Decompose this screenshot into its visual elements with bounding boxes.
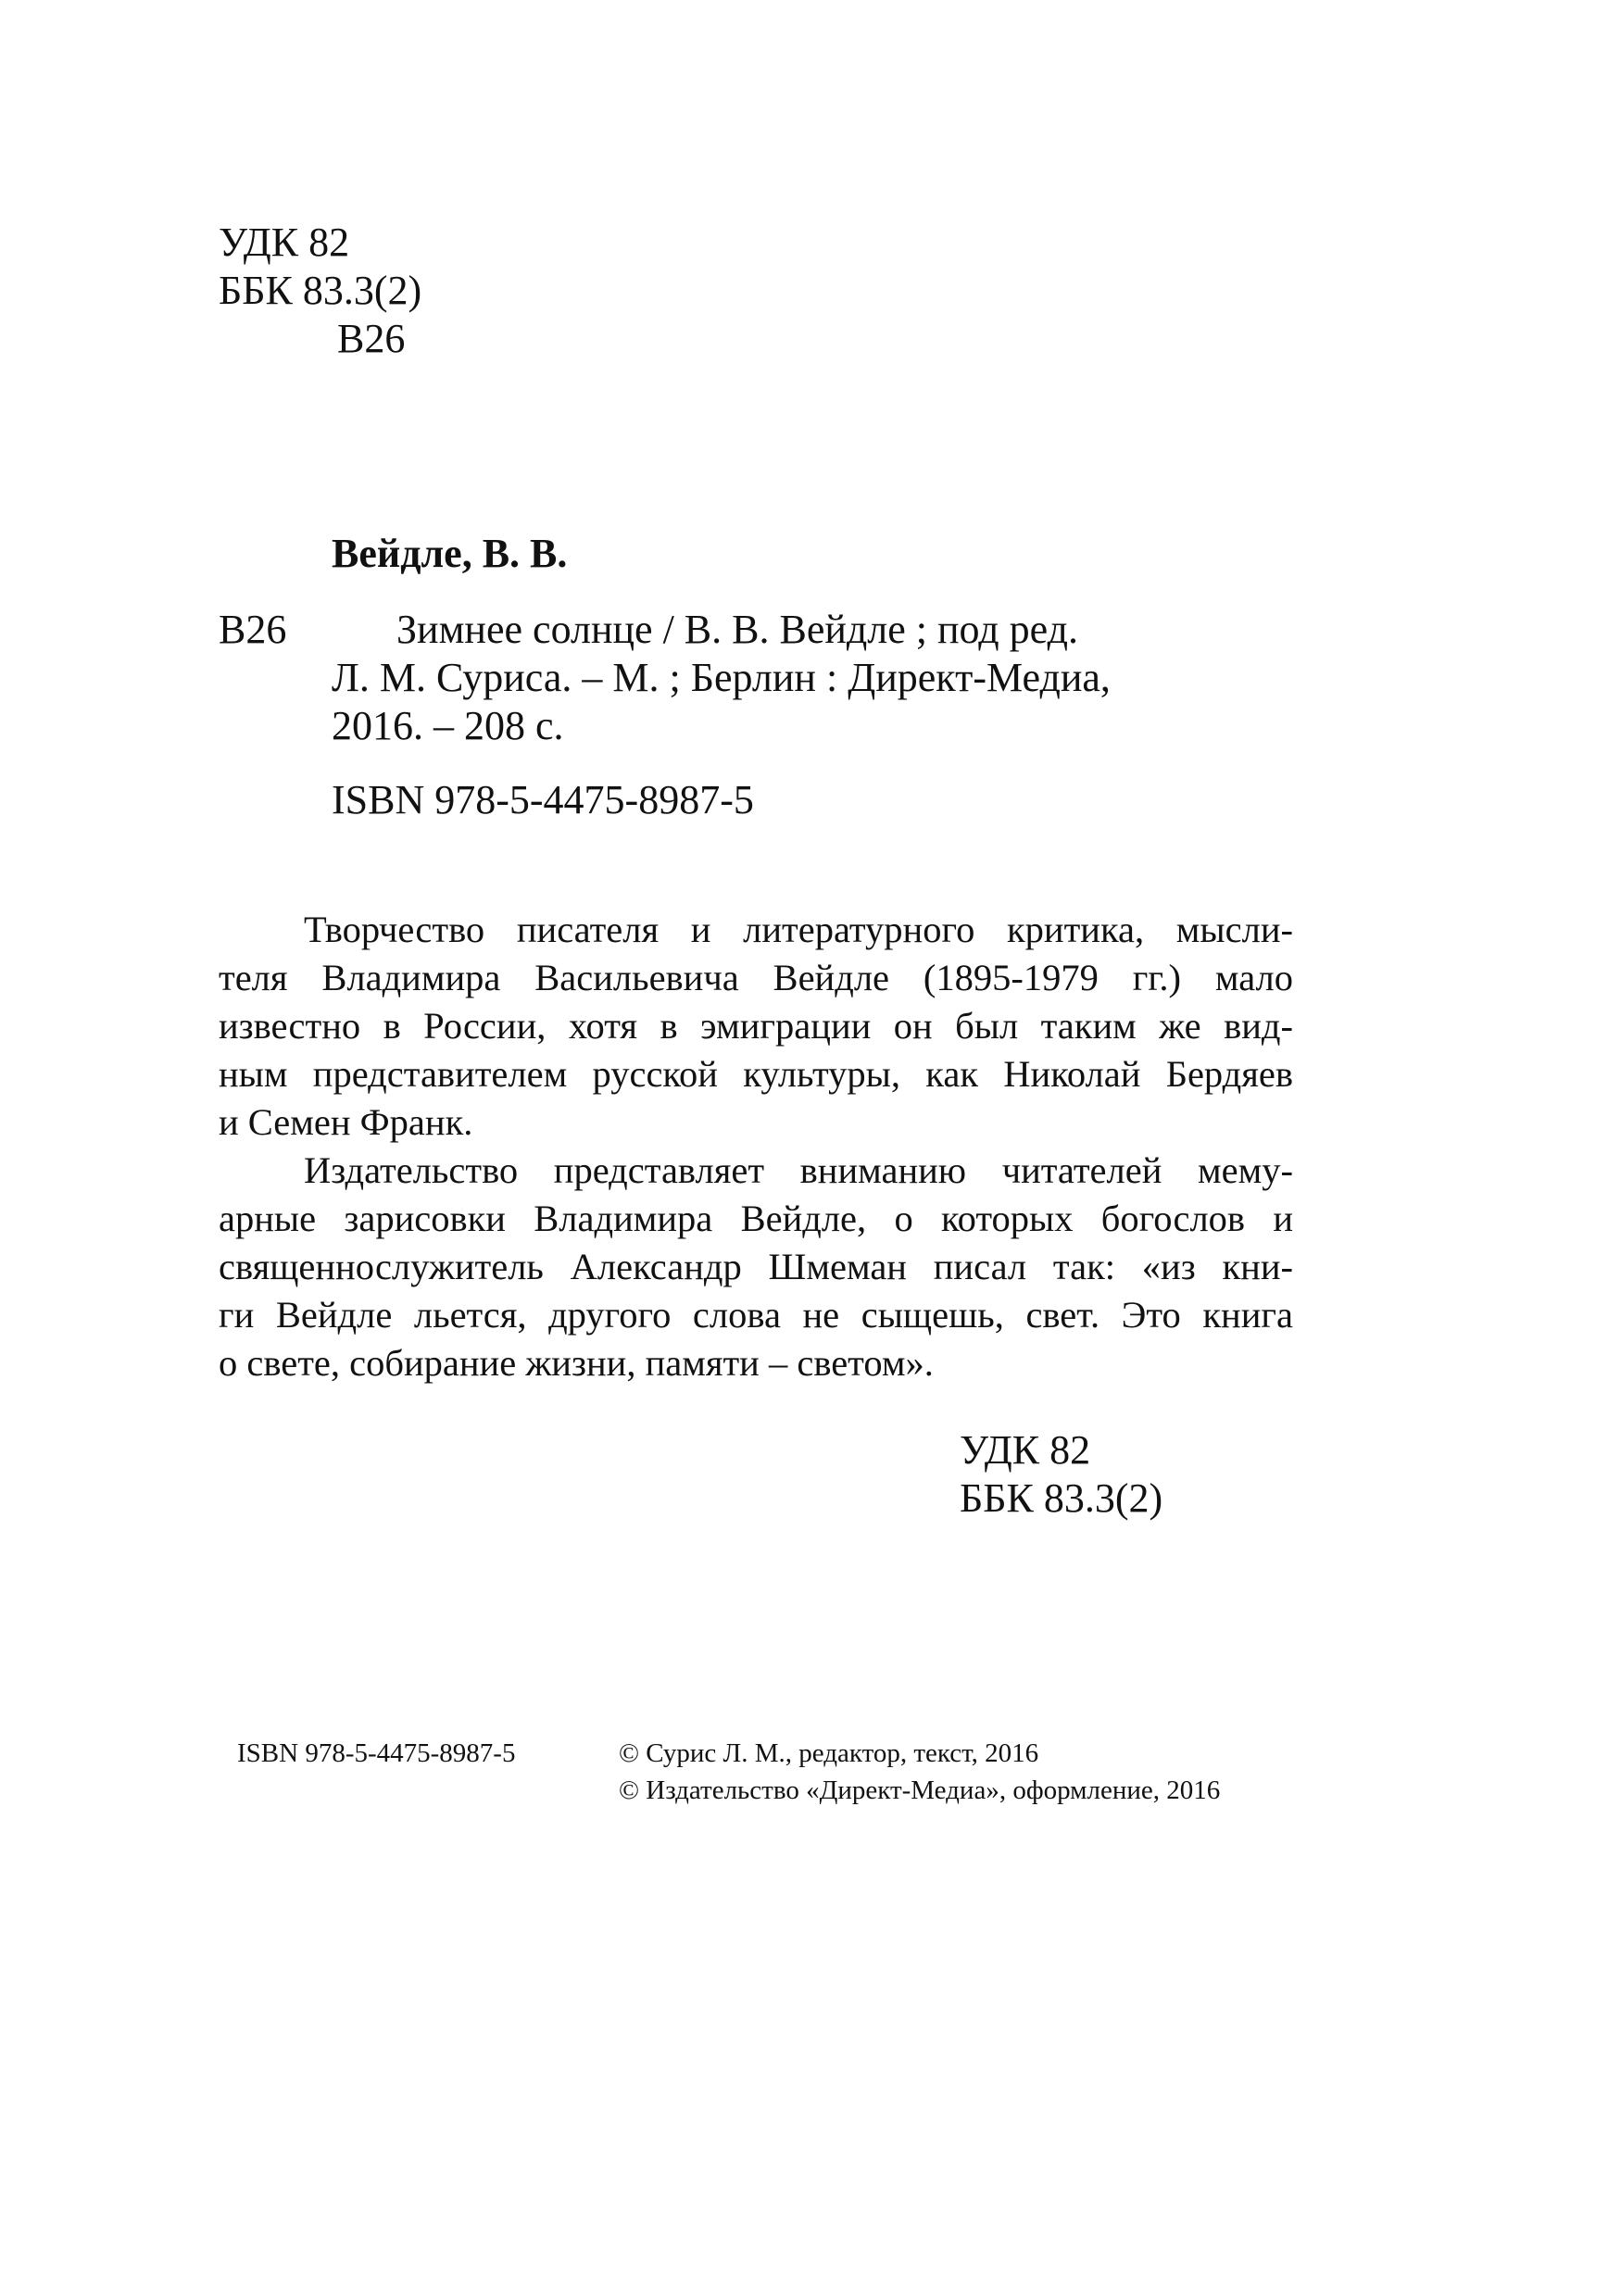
author-heading: Вейдле, В. В. (332, 531, 568, 576)
udk-code-bottom: УДК 82 (960, 1427, 1091, 1473)
bib-entry-line: Зимнее солнце / В. В. Вейдле ; под ред. (396, 607, 1079, 652)
bib-entry-line: Л. М. Суриса. – М. ; Берлин : Директ-Медиа, (332, 655, 1111, 700)
copyright-line: © Издательство «Директ-Медиа», оформление, 2016 (619, 1775, 1221, 1805)
copyright-line: © Сурис Л. М., редактор, текст, 2016 (619, 1738, 1039, 1768)
bbk-code-top: ББК 83.3(2) (219, 268, 422, 313)
isbn-entry: ISBN 978-5-4475-8987-5 (332, 777, 754, 822)
abstract-line: ным представителем русской культуры, как Николай Бердяев (219, 1053, 1293, 1095)
abstract-line: арные зарисовки Владимира Вейдле, о которых богослов и (219, 1198, 1293, 1239)
abstract-line: священнослужитель Александр Шмеман писал так: «из кни- (219, 1246, 1293, 1287)
abstract-line: известно в России, хотя в эмиграции он был таким же вид- (219, 1005, 1293, 1047)
abstract-paragraph-1 (219, 906, 1293, 1147)
abstract-line: и Семен Франк. (219, 1101, 473, 1143)
abstract-line: о свете, собирание жизни, памяти – светом». (219, 1342, 934, 1384)
author-sign-top: В26 (337, 316, 406, 361)
abstract-line: ги Вейдле льется, другого слова не сыщешь, свет. Это книга (219, 1294, 1293, 1336)
bib-entry-line: 2016. – 208 с. (332, 703, 564, 748)
udk-code-top: УДК 82 (219, 220, 350, 265)
abstract-paragraph-2 (219, 1147, 1293, 1387)
abstract-line: Издательство представляет вниманию читателей мему- (304, 1149, 1293, 1191)
abstract-line: Творчество писателя и литературного критика, мысли- (304, 909, 1293, 950)
isbn-footer: ISBN 978-5-4475-8987-5 (237, 1738, 516, 1768)
bbk-code-bottom: ББК 83.3(2) (960, 1475, 1163, 1521)
abstract-line: теля Владимира Васильевича Вейдле (1895-1979 гг.) мало (219, 957, 1293, 998)
author-sign-entry: В26 (219, 607, 287, 652)
